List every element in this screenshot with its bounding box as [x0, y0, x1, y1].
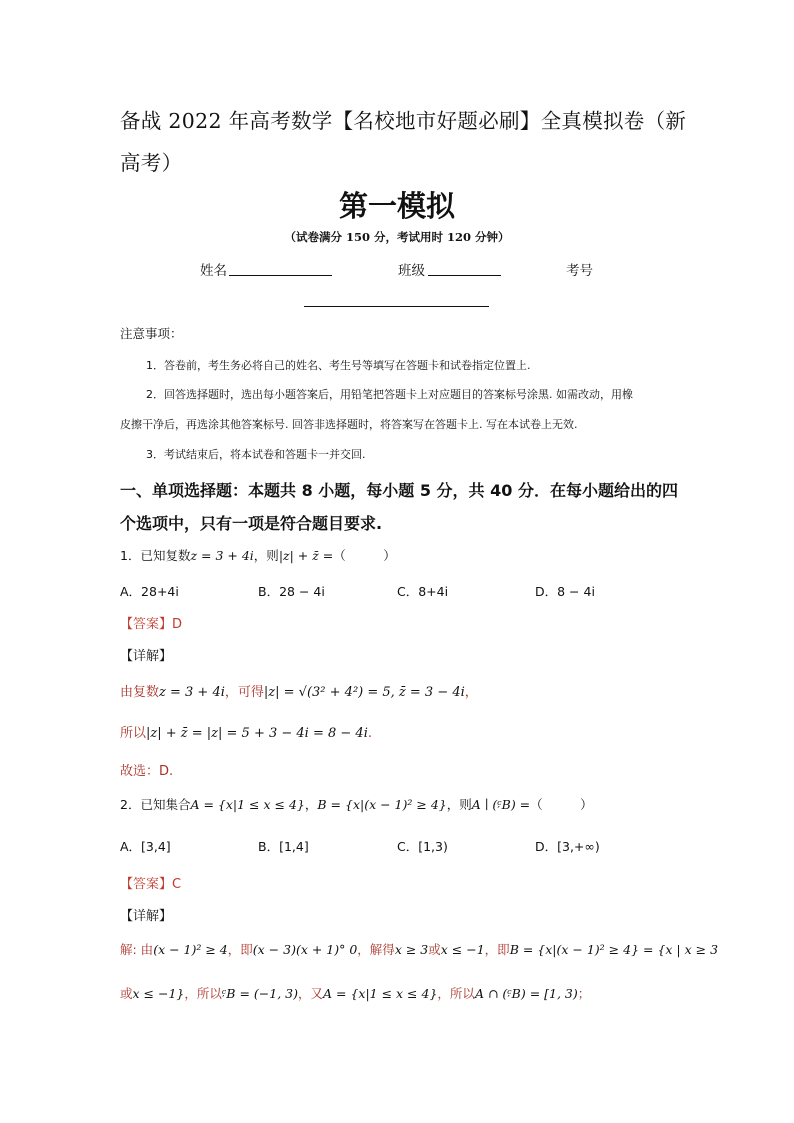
- q1-solution-line-1: 由复数z = 3 + 4i，可得|z| = √(3² + 4²) = 5, z̄ = 3 − 4i，: [120, 685, 478, 700]
- notice-heading: 注意事项：: [120, 326, 183, 341]
- q1-solution-line-2: 所以|z| + z̄ = |z| = 5 + 3 − 4i = 8 − 4i.: [120, 726, 372, 741]
- class-label: 班级: [398, 263, 425, 279]
- notice-item-2: 2．回答选择题时，选出每小题答案后，用铅笔把答题卡上对应题目的答案标号涂黑. 如需改动，用橡: [146, 388, 633, 401]
- notice-item-2-cont: 皮擦干净后，再选涂其他答案标号. 回答非选择题时，将答案写在答题卡上. 写在本试卷上无效.: [120, 418, 578, 431]
- section-heading: 一、单项选择题：本题共 8 小题，每小题 5 分，共 40 分．在每小题给出的四个选项中，只有一项是符合题目要求.: [120, 481, 678, 533]
- q1-detail-label: 【详解】: [120, 649, 173, 664]
- id-field-line: [304, 306, 489, 307]
- q2-solution-line-1: 解: 由(x − 1)² ≥ 4，即(x − 3)(x + 1)° 0，解得x ≥ 3或x ≤ −1，即B = {x|(x − 1)² ≥ 4} = {x | x ≥ 3: [120, 942, 719, 957]
- q1-conclusion: 故选：D.: [120, 764, 174, 779]
- q2-detail-label: 【详解】: [120, 909, 173, 924]
- q1-option-d: D．8 − 4i: [535, 584, 595, 599]
- q2-option-c: C．[1,3): [397, 839, 448, 854]
- q2-solution-line-2: 或x ≤ −1}，所以ᶜ̦B = (−1, 3)，又A = {x|1 ≤ x ≤ 4}，所以A ∩ (ᶜ̦B) = [1, 3)；: [120, 986, 591, 1001]
- notice-item-3: 3．考试结束后，将本试卷和答题卡一并交回.: [146, 448, 366, 461]
- exam-main-title: 第一模拟: [338, 189, 455, 223]
- q2-option-d: D．[3,+∞): [535, 839, 600, 854]
- q2-stem: 2．已知集合A = {x|1 ≤ x ≤ 4}，B = {x|(x − 1)² ≥ 4}，则A ∣ (ᶜ̦B) =（ ）: [120, 797, 593, 812]
- name-label: 姓名: [200, 263, 227, 279]
- q1-answer: 【答案】D: [120, 617, 183, 632]
- id-label: 考号: [566, 263, 593, 279]
- notice-item-1: 1．答卷前，考生务必将自己的姓名、考生号等填写在答题卡和试卷指定位置上.: [146, 359, 531, 372]
- q2-option-a: A．[3,4]: [120, 839, 171, 854]
- q1-stem: 1．已知复数z = 3 + 4i，则|z| + z̄ =（ ）: [120, 548, 396, 563]
- document-title: 备战 2022 年高考数学【名校地市好题必刷】全真模拟卷（新高考）: [120, 109, 687, 175]
- name-field-line: [229, 275, 332, 276]
- exam-subtitle: （试卷满分 150 分，考试用时 120 分钟）: [284, 230, 510, 244]
- q1-option-b: B．28 − 4i: [258, 584, 325, 599]
- q2-answer: 【答案】C: [120, 877, 182, 892]
- q1-option-c: C．8+4i: [397, 584, 449, 599]
- q2-option-b: B．[1,4]: [258, 839, 309, 854]
- q1-option-a: A．28+4i: [120, 584, 179, 599]
- class-field-line: [428, 275, 501, 276]
